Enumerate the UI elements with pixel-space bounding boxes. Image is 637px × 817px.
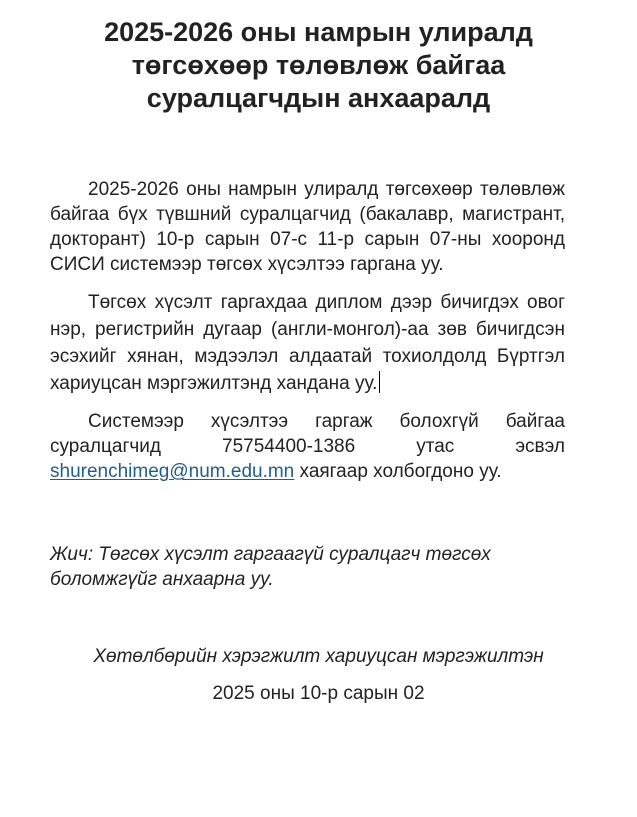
email-link[interactable]: shurenchimeg@num.edu.mn [50,461,295,482]
title-line-1: 2025-2026 оны намрын улиралд [104,17,533,47]
paragraph-contact [50,409,565,484]
text-cursor [379,371,380,393]
document-date: 2025 оны 10-р сарын 02 [212,683,425,704]
paragraph-check-info-text: Төгсөх хүсэлт гаргахдаа диплом дээр бичигдэх овог нэр, регистрийн дугаар (англи-монгол)-аа зөв бичигдсэн эсэхийг хянан, мэдээлэл алдаатай тохиолдолд Бүртгэл хариуцсан мэргэжилтэнд хандана уу. [50,292,565,394]
title-line-2: төгсөхөөр төлөвлөж байгаа [131,50,506,80]
contact-text-after: хаягаар холбогдоно уу. [294,461,502,482]
note-text: Жич: Төгсөх хүсэлт гаргаагүй суралцагч төгсөх боломжгүйг анхаарна уу. [50,544,491,590]
paragraph-check-info [50,289,565,397]
title-line-3: суралцагчдын анхааралд [146,83,491,113]
signer-title: Хөтөлбөрийн хэрэгжилт хариуцсан мэргэжилтэн [93,646,544,667]
document-title [50,16,587,115]
paragraph-deadline: 2025-2026 оны намрын улиралд төгсөхөөр төлөвлөж байгаа бүх түвшний суралцагчид (бакалавр, магистрант, докторант) 10-р сарын 07-с 11-р сарын 07-ны хооронд СИСИ системээр төгсөх хүсэлтээ гаргана уу. [50,179,565,275]
document-page [0,16,637,817]
contact-text-before: Системээр хүсэлтээ гаргаж болохгүй байгаа суралцагчид 75754400-1386 утас эсвэл [50,411,565,457]
